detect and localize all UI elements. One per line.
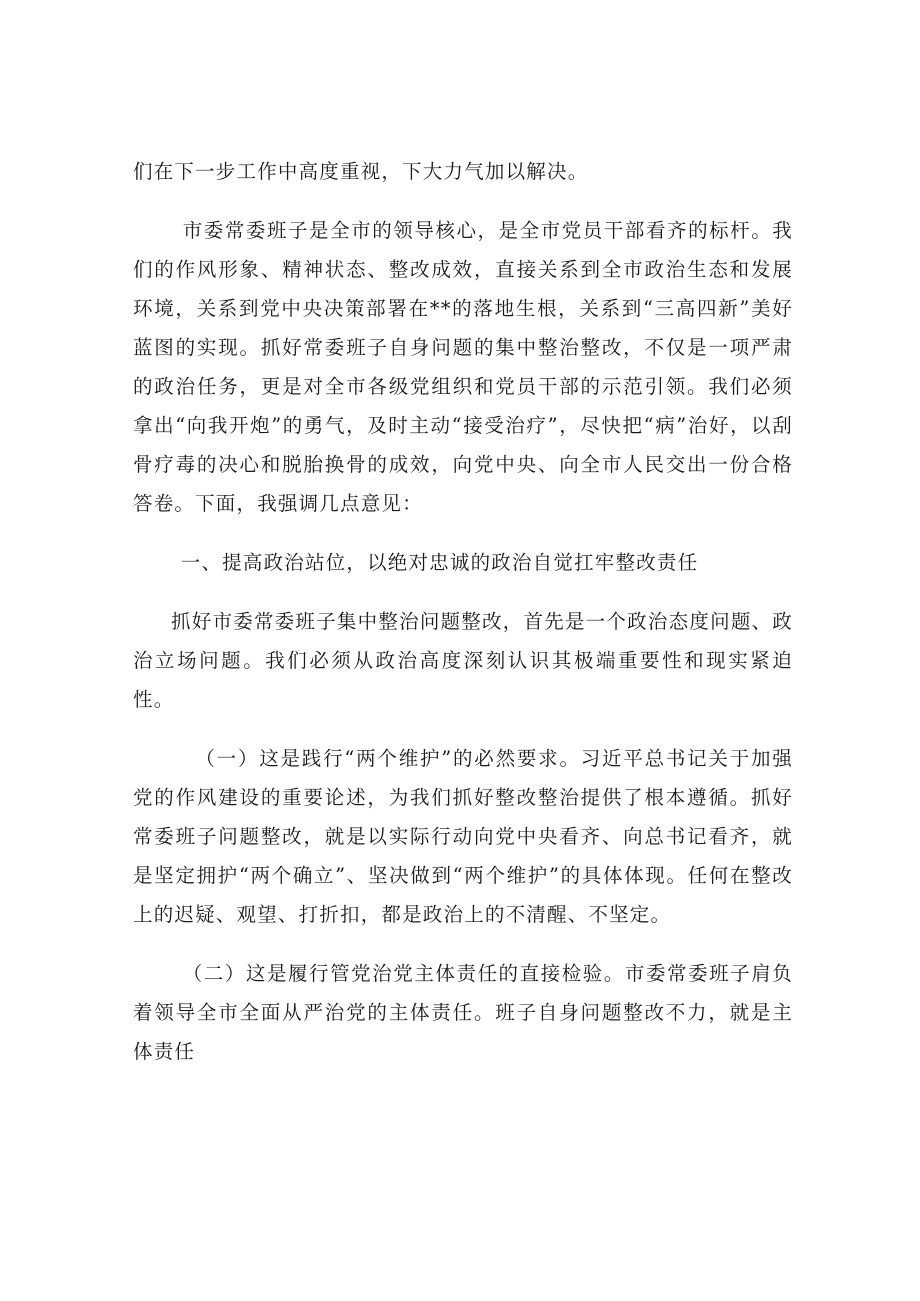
paragraph-intro: 市委常委班子是全市的领导核心，是全市党员干部看齐的标杆。我们的作风形象、精神状态、整改成效，直接关系到全市政治生态和发展环境，关系到党中央决策部署在**的落地生根，关系到“三高四新”美好蓝图的实现。抓好常委班子自身问题的集中整治整改，不仅是一项严肃的政治任务，更是对全市各级党组织和党员干部的示范引领。我们必须拿出“向我开炮”的勇气，及时主动“接受治疗”，尽快把“病”治好，以刮骨疗毒的决心和脱胎换骨的成效，向党中央、向全市人民交出一份合格答卷。下面，我强调几点意见： — [133, 219, 793, 515]
paragraph-section-1-lead: 抓好市委常委班子集中整治问题整改，首先是一个政治态度问题、政治立场问题。我们必须从政治高度深刻认识其极端重要性和现实紧迫性。 — [133, 610, 793, 711]
paragraph-subpoint-2: （二）这是履行管党治党主体责任的直接检验。市委常委班子肩负着领导全市全面从严治党的主体责任。班子自身问题整改不力，就是主体责任 — [133, 962, 793, 1063]
document-body — [133, 152, 793, 1071]
paragraph-continuation: 们在下一步工作中高度重视，下大力气加以解决。 — [133, 160, 589, 183]
paragraph-subpoint-1: （一）这是践行“两个维护”的必然要求。习近平总书记关于加强党的作风建设的重要论述，为我们抓好整改整治提供了根本遵循。抓好常委班子问题整改，就是以实际行动向党中央看齐、向总书记看齐，就是坚定拥护“两个确立”、坚决做到“两个维护”的具体体现。任何在整改上的迟疑、观望、打折扣，都是政治上的不清醒、不坚定。 — [133, 747, 793, 926]
section-heading-1: 一、提高政治站位，以绝对忠诚的政治自觉扛牢整改责任 — [180, 551, 699, 574]
